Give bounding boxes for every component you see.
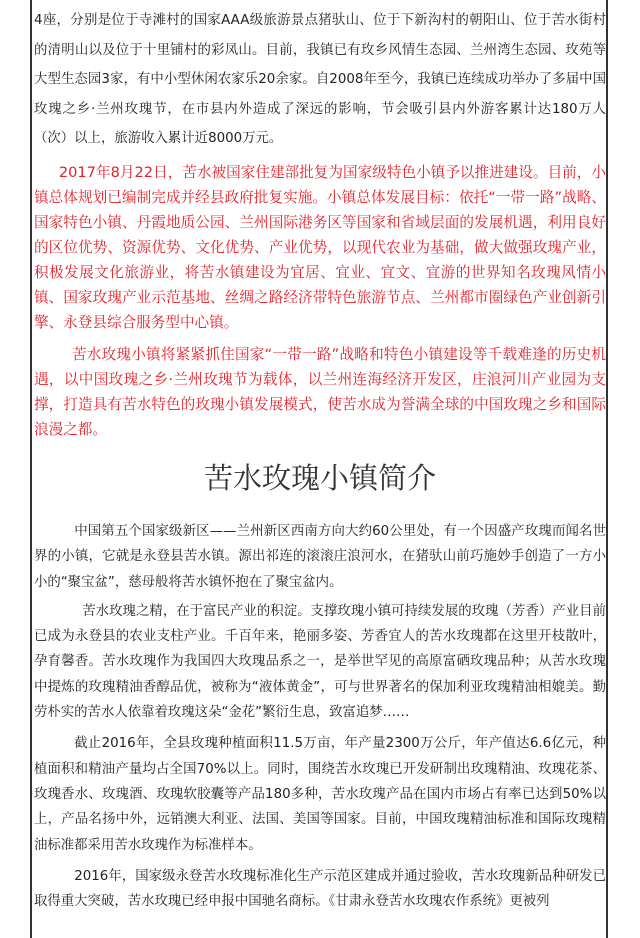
body-paragraph-standardization: 2016年，国家级永登苦水玫瑰标准化生产示范区建成并通过验收，苦水玫瑰新品种研发已取得重大突破，苦水玫瑰已经申报中国驰名商标。《甘肃永登苦水玫瑰农作系统》更被列 (34, 868, 606, 910)
red-paragraph-opportunity: 苦水玫瑰小镇将紧紧抓住国家“一带一路”战略和特色小镇建设等千载难逢的历史机遇，以中国玫瑰之乡·兰州玫瑰节为载体，以兰州连海经济开发区，庄浪河川产业园为支撑，打造具有苦水特色的玫瑰小镇发展模式，使苦水成为誉满全球的中国玫瑰之乡和国际浪漫之都。 (34, 345, 606, 438)
article-page (30, 0, 608, 938)
body-paragraph-industry: 苦水玫瑰之精，在于富民产业的积淀。支撑玫瑰小镇可持续发展的玫瑰（芳香）产业目前已成为永登县的农业支柱产业。千百年来，艳丽多姿、芳香宜人的苦水玫瑰都在这里开枝散叶，孕育馨香。苦水玫瑰作为我国四大玫瑰品系之一，是举世罕见的高原富硒玫瑰品种；从苦水玫瑰中提炼的玫瑰精油香醇品优，被称为“液体黄金”，可与世界著名的保加利亚玫瑰精油相媲美。勤劳朴实的苦水人依靠着玫瑰这朵“金花”繁衍生息，致富追梦…… (34, 603, 606, 721)
body-paragraph-statistics: 截止2016年，全县玫瑰种植面积11.5万亩，年产量2300万公斤，年产值达6.6亿元，种植面积和精油产量均占全国70%以上。同时，围绕苦水玫瑰已开发研制出玫瑰精油、玫瑰花茶、玫瑰香水、玫瑰酒、玫瑰软胶囊等产品180多种，苦水玫瑰产品在国内市场占有率已达到50%以上，产品名扬中外，远销澳大利亚、法国、美国等国家。目前，中国玫瑰精油标准和国际玫瑰精油标准都采用苦水玫瑰作为标准样本。 (34, 736, 606, 853)
body-paragraph-location: 中国第五个国家级新区——兰州新区西南方向大约60公里处，有一个因盛产玫瑰而闻名世界的小镇，它就是永登县苦水镇。源出祁连的滚滚庄浪河水，在猪驮山前巧施妙手创造了一方小小的“聚宝盆”，慈母般将苦水镇怀抱在了聚宝盆内。 (34, 523, 606, 590)
red-paragraph-development-goal: 2017年8月22日，苦水被国家住建部批复为国家级特色小镇予以推进建设。目前，小镇总体规划已编制完成并经县政府批复实施。小镇总体发展目标：依托“一带一路”战略、国家特色小镇、丹霞地质公园、兰州国际港务区等国家和省域层面的发展机遇，利用良好的区位优势、资源优势、文化优势、产业优势，以现代农业为基础，做大做强玫瑰产业，积极发展文化旅游业，将苦水镇建设为宜居、宜业、宜文、宜游的世界知名玫瑰风情小镇、国家玫瑰产业示范基地、丝绸之路经济带特色旅游节点、兰州都市圈绿色产业创新引擎、永登县综合服务型中心镇。 (34, 163, 606, 331)
section-title: 苦水玫瑰小镇简介 (203, 460, 436, 495)
intro-paragraph: 4座，分别是位于寺滩村的国家AAA级旅游景点猪驮山、位于下新沟村的朝阳山、位于苦水街村的清明山以及位于十里铺村的彩凤山。目前，我镇已有玫乡风情生态园、兰州湾生态园、玫苑等大型生态园3家，有中小型休闲农家乐20余家。自2008年至今，我镇已连续成功举办了多届中国玫瑰之乡·兰州玫瑰节，在市县内外造成了深远的影响，节会吸引县内外游客累计达180万人（次）以上，旅游收入累计近8000万元。 (34, 13, 606, 147)
